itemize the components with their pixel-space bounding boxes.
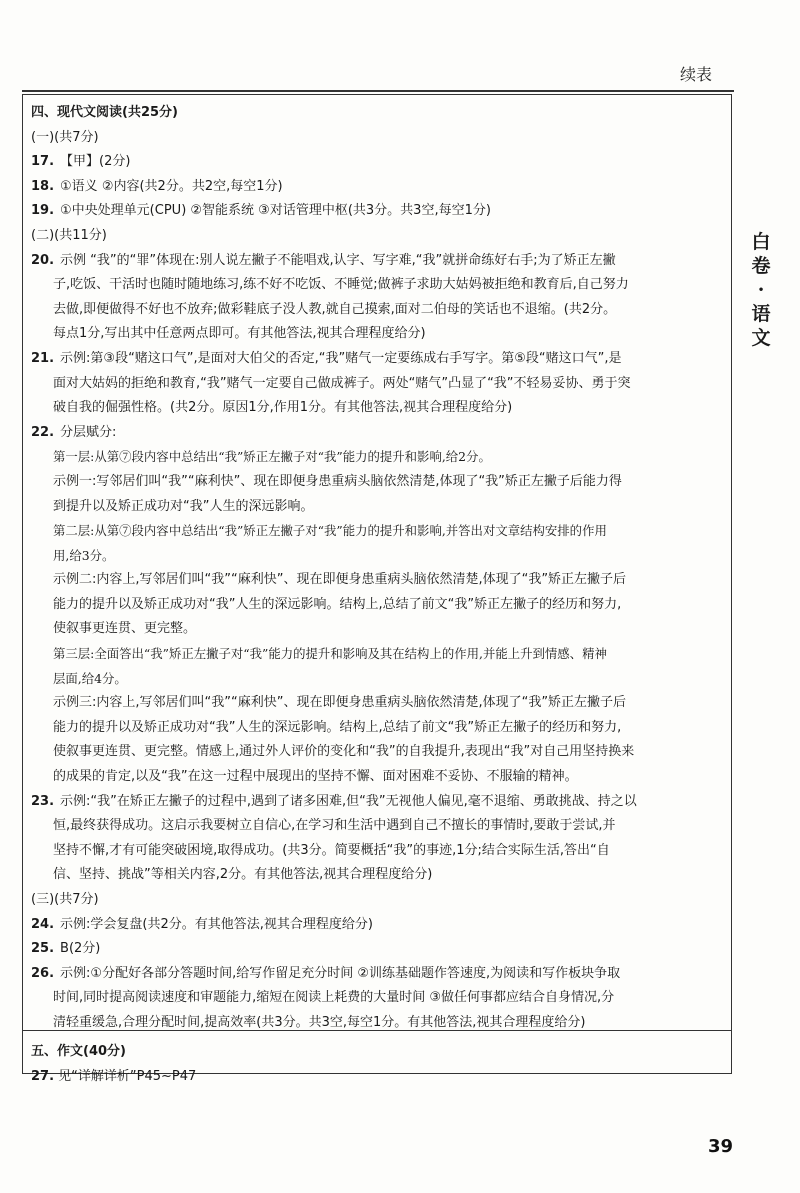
- answer-text: 示例二:内容上,写邻居们叫“我”“麻利快”、现在即便身患重病头脑依然清楚,体现了“我”矫正左撇子后: [53, 572, 627, 588]
- answer-text: 示例:第③段“赌这口气”,是面对大伯父的否定,“我”赌气一定要练成右手写字。第⑤段“赌这口气”,是: [60, 350, 622, 366]
- page-number: 39: [708, 1136, 734, 1157]
- answer-text: ①语义 ②内容(共2分。共2空,每空1分): [60, 178, 283, 194]
- answer-text: (一)(共7分): [31, 129, 99, 145]
- answer-text: 时间,同时提高阅读速度和审题能力,缩短在阅读上耗费的大量时间 ③做任何事都应结合自身情况,分: [53, 990, 615, 1006]
- answer-text: 子,吃饭、干活时也随时随地练习,练不好不吃饭、不睡觉;做裤子求助大姑妈被拒绝和教育后,自己努力: [53, 277, 629, 293]
- answer-text: 分层赋分:: [60, 424, 117, 440]
- answer-text: (三)(共7分): [31, 892, 99, 907]
- section-title: 五、作文(40分): [31, 1044, 126, 1059]
- answer-line: [31, 617, 723, 642]
- answer-text: 示例:学会复盘(共2分。有其他答法,视其合理程度给分): [60, 916, 373, 932]
- section-title: 四、现代文阅读(共25分): [31, 105, 178, 120]
- question-number: 18.: [31, 178, 55, 194]
- answer-line: [31, 1011, 723, 1036]
- answer-line: [31, 716, 723, 741]
- answer-line: [31, 790, 723, 815]
- section-composition: [31, 1040, 723, 1089]
- answer-line: [31, 593, 723, 618]
- answer-line: [31, 175, 723, 200]
- answer-line: [31, 888, 723, 913]
- answer-text: 使叙事更连贯、更完整。情感上,通过外人评价的变化和“我”的自我提升,表现出“我”对自己用坚持换来: [53, 744, 635, 760]
- question-number: 25.: [31, 941, 55, 957]
- answer-line: [31, 224, 723, 249]
- answer-text: ①中央处理单元(CPU) ②智能系统 ③对话管理中枢(共3分。共3空,每空1分): [60, 203, 491, 219]
- answer-text: 第一层:从第⑦段内容中总结出“我”矫正左撇子对“我”能力的提升和影响,给2分。: [53, 449, 491, 465]
- question-number: 26.: [31, 965, 55, 981]
- answer-text: 恒,最终获得成功。这启示我要树立自信心,在学习和生活中遇到自己不擅长的事情时,要敢于尝试,并: [53, 818, 616, 834]
- answer-line: [31, 199, 723, 224]
- answer-line: [31, 470, 723, 495]
- answer-line: [31, 913, 723, 938]
- question-number: 21.: [31, 350, 55, 366]
- answer-line: [31, 962, 723, 987]
- answer-text: (二)(共11分): [31, 227, 107, 243]
- answer-text: 去做,即便做得不好也不放弃;做彩鞋底子没人教,就自己摸索,面对二伯母的笑话也不退缩。(共2分。: [53, 301, 617, 317]
- answer-text: 示例三:内容上,写邻居们叫“我”“麻利快”、现在即便身患重病头脑依然清楚,体现了“我”矫正左撇子后: [53, 695, 627, 711]
- question-number: 22.: [31, 424, 55, 440]
- answer-text: 见“详解详析”P45~P47: [58, 1068, 197, 1084]
- answer-line: [31, 814, 723, 839]
- answer-text: 坚持不懈,才有可能突破困境,取得成功。(共3分。简要概括“我”的事迹,1分;结合实际生活,答出“自: [53, 842, 610, 858]
- answer-line: [31, 249, 723, 274]
- answer-line: [31, 126, 723, 151]
- answer-line: [31, 667, 723, 692]
- answer-text: 的成果的肯定,以及“我”在这一过程中展现出的坚持不懈、面对困难不妥协、不服输的精神。: [53, 769, 578, 785]
- answer-text: 示例 “我”的“罪”体现在:别人说左撇子不能唱戏,认字、写字难,“我”就拼命练好右手;为了矫正左撇: [60, 252, 616, 268]
- answer-line: [31, 445, 723, 470]
- answer-line: [31, 544, 723, 569]
- answer-line: [31, 421, 723, 446]
- answer-line: [31, 839, 723, 864]
- answer-text: 能力的提升以及矫正成功对“我”人生的深远影响。结构上,总结了前文“我”矫正左撇子的经历和努力,: [53, 719, 622, 735]
- answer-line: [31, 298, 723, 323]
- answer-text: 清轻重缓急,合理分配时间,提高效率(共3分。共3空,每空1分。有其他答法,视其合理程度给分): [53, 1014, 586, 1030]
- side-tab-baijuan-yuwen: [744, 230, 778, 350]
- answer-line: [31, 740, 723, 765]
- answer-text: 示例:①分配好各部分答题时间,给写作留足充分时间 ②训练基础题作答速度,为阅读和写作板块争取: [60, 965, 621, 981]
- side-tab-char: 白: [751, 231, 771, 253]
- question-number: 19.: [31, 203, 55, 219]
- side-tab-char: ·: [757, 279, 765, 301]
- answer-line: [31, 396, 723, 421]
- answer-text: 到提升以及矫正成功对“我”人生的深远影响。: [53, 498, 314, 514]
- continued-table-label: 续表: [680, 65, 713, 84]
- answer-line: [31, 372, 723, 397]
- side-tab-char: 卷: [751, 255, 771, 277]
- answer-text: 每点1分,写出其中任意两点即可。有其他答法,视其合理程度给分): [53, 326, 426, 342]
- answer-text: 示例一:写邻居们叫“我”“麻利快”、现在即便身患重病头脑依然清楚,体现了“我”矫正左撇子后能力得: [53, 473, 622, 489]
- answer-text: 第三层:全面答出“我”矫正左撇子对“我”能力的提升和影响及其在结构上的作用,并能上升到情感、精神: [53, 646, 607, 662]
- question-number: 23.: [31, 793, 55, 809]
- answer-line: [31, 322, 723, 347]
- answer-line: [31, 150, 723, 175]
- answer-text: 能力的提升以及矫正成功对“我”人生的深远影响。结构上,总结了前文“我”矫正左撇子的经历和努力,: [53, 596, 622, 612]
- answer-lines: [31, 126, 723, 1036]
- question-number: 20.: [31, 252, 55, 268]
- answer-line: [31, 347, 723, 372]
- answer-line: [31, 765, 723, 790]
- answer-text: 使叙事更连贯、更完整。: [53, 621, 197, 637]
- answer-line: [31, 863, 723, 888]
- question-number: 17.: [31, 154, 55, 170]
- header-rule: [22, 90, 734, 92]
- answer-line: [31, 1065, 723, 1090]
- answer-line: [31, 273, 723, 298]
- answer-text: 破自我的倔强性格。(共2分。原因1分,作用1分。有其他答法,视其合理程度给分): [53, 400, 513, 416]
- answer-line: [31, 568, 723, 593]
- answer-line: [31, 937, 723, 962]
- answer-line: [31, 519, 723, 544]
- answer-text: B(2分): [60, 941, 101, 957]
- answer-text: 第二层:从第⑦段内容中总结出“我”矫正左撇子对“我”能力的提升和影响,并答出对文章结构安排的作用: [53, 523, 607, 539]
- answer-line: [31, 691, 723, 716]
- answer-text: 用,给3分。: [53, 547, 115, 563]
- section-divider: [23, 1030, 731, 1031]
- answer-line: [31, 986, 723, 1011]
- answer-text: 面对大姑妈的拒绝和教育,“我”赌气一定要自己做成裤子。两处“赌气”凸显了“我”不轻易妥协、勇于突: [53, 375, 631, 391]
- side-tab-char: 语: [751, 303, 771, 325]
- question-number: 27.: [31, 1068, 55, 1084]
- answer-text: 层面,给4分。: [53, 670, 127, 686]
- answer-text: 【甲】(2分): [60, 154, 131, 170]
- answer-text: 示例:“我”在矫正左撇子的过程中,遇到了诸多困难,但“我”无视他人偏见,毫不退缩、勇敢挑战、持之以: [60, 793, 637, 809]
- answer-panel: [22, 94, 732, 1084]
- answer-line: [31, 495, 723, 520]
- answer-text: 信、坚持、挑战”等相关内容,2分。有其他答法,视其合理程度给分): [53, 867, 433, 883]
- question-number: 24.: [31, 916, 55, 932]
- answer-line: [31, 642, 723, 667]
- side-tab-char: 文: [751, 327, 771, 349]
- section-modern-reading: [31, 101, 723, 1036]
